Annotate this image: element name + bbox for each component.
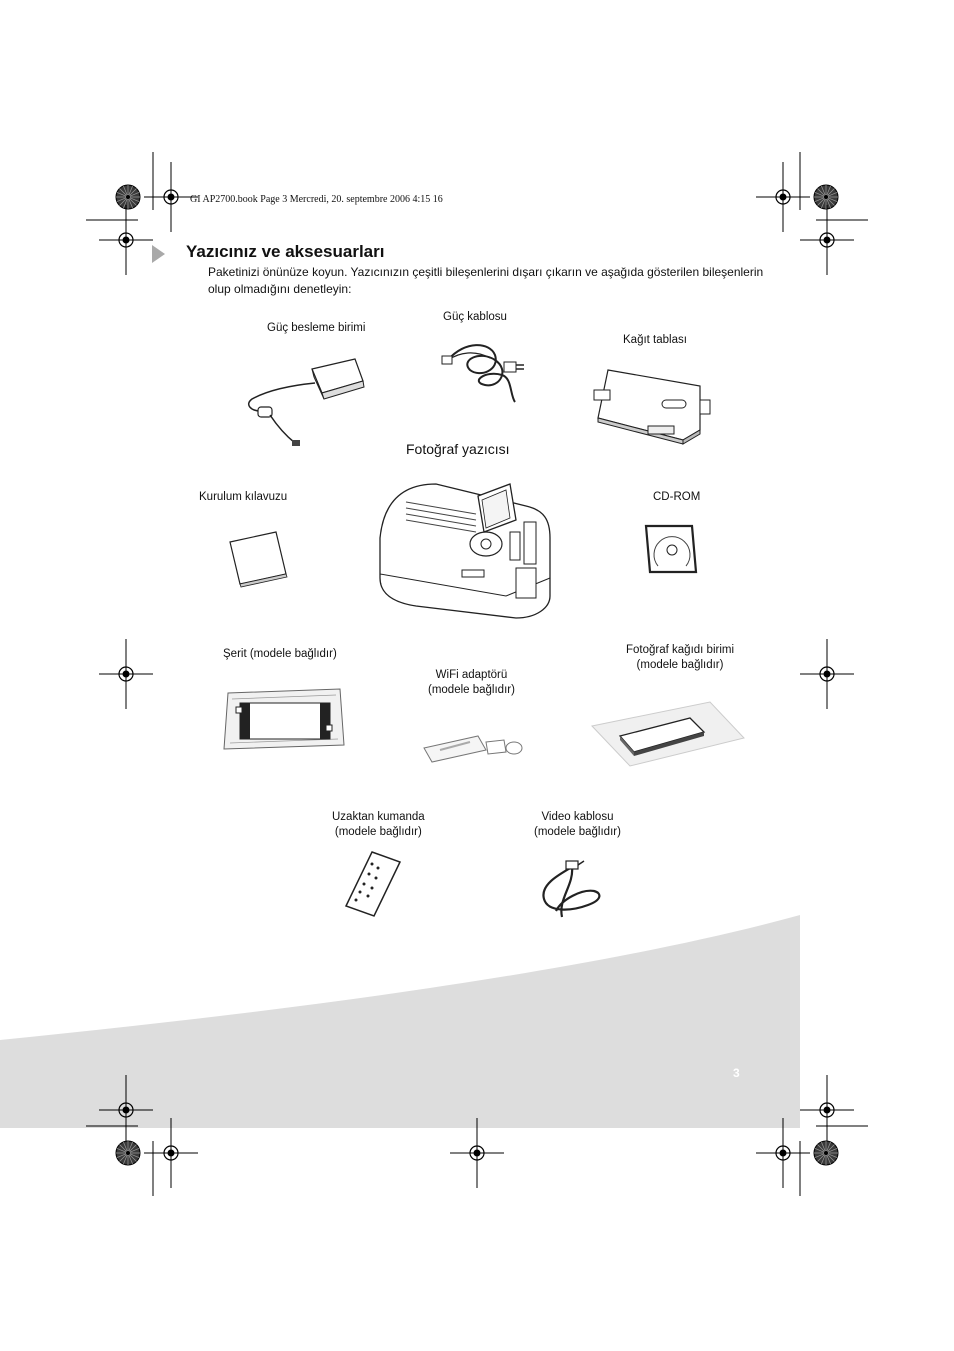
label-wifi-line1: WiFi adaptörü [435, 669, 508, 681]
label-photo-paper-line2: (modele bağlıdır) [636, 659, 724, 671]
label-cd-rom: CD-ROM [653, 491, 701, 503]
label-install-guide: Kurulum kılavuzu [199, 491, 288, 503]
remote-image [344, 850, 404, 920]
label-power-supply: Güç besleme birimi [267, 322, 366, 334]
paper-tray-image [588, 360, 718, 445]
label-ribbon-line1: Şerit (modele bağlıdır) [223, 648, 337, 660]
label-video-cable [534, 810, 621, 840]
label-ribbon [223, 647, 337, 662]
label-wifi-adapter [428, 668, 515, 698]
section-arrow-icon [152, 245, 165, 263]
label-wifi-line2: (modele bağlıdır) [428, 684, 515, 696]
label-power-cable: Güç kablosu [443, 311, 507, 323]
page-number: 3 [733, 1066, 740, 1080]
label-photo-printer: Fotoğraf yazıcısı [406, 441, 510, 457]
label-remote-line2: (modele bağlıdır) [334, 826, 422, 838]
label-photo-paper-line1: Fotoğraf kağıdı birimi [626, 644, 735, 656]
power-cable-image [440, 330, 530, 410]
label-video-line1: Video kablosu [541, 811, 614, 823]
ribbon-image [218, 685, 348, 755]
wifi-adapter-image [420, 728, 524, 768]
install-guide-image [226, 528, 296, 588]
section-title: Yazıcınız ve aksesuarları [186, 242, 385, 261]
photo-printer-image [376, 478, 558, 623]
label-photo-paper [626, 643, 734, 673]
video-cable-image [532, 855, 612, 925]
label-remote-line1: Uzaktan kumanda [332, 811, 425, 823]
label-paper-tray: Kağıt tablası [623, 334, 687, 346]
section-intro: Paketinizi önünüze koyun. Yazıcınızın çeşitli bileşenlerini dışarı çıkarın ve aşağıda gösterilen bileşenlerin olup olmadığını denetleyin: [208, 265, 764, 296]
label-video-line2: (modele bağlıdır) [534, 826, 621, 838]
power-supply-image [240, 355, 370, 455]
book-header-line: GI AP2700.book Page 3 Mercredi, 20. septembre 2006 4:15 16 [190, 194, 443, 205]
photo-paper-image [590, 700, 746, 770]
cd-rom-image [640, 522, 702, 577]
label-remote [332, 810, 425, 840]
